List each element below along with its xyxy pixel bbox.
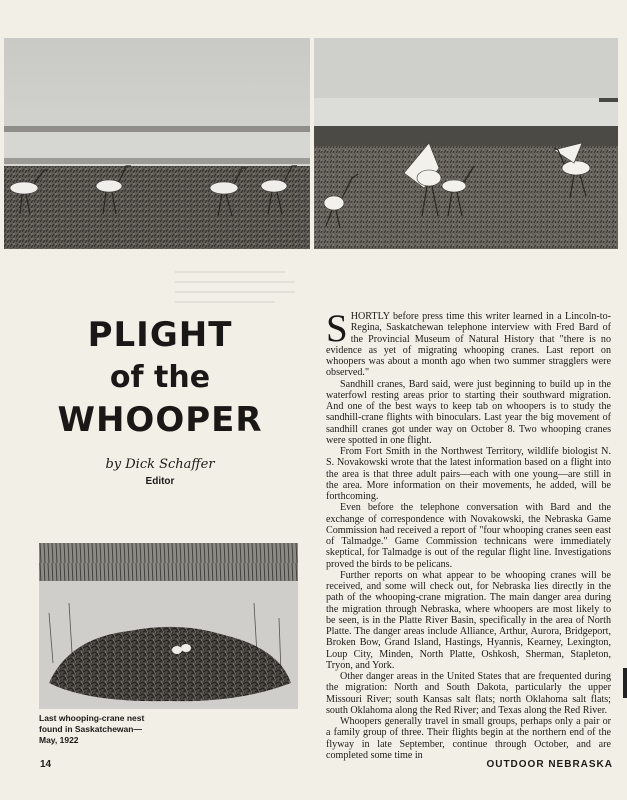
photo-cranes-dancing [314, 38, 618, 249]
page-edge-mark [623, 668, 627, 698]
magazine-name: OUTDOOR NEBRASKA [486, 759, 613, 770]
drop-cap: S [326, 307, 348, 350]
paragraph-1 [326, 307, 611, 379]
author-byline: by Dick Schaffer [105, 457, 215, 472]
bleed-through-table [175, 268, 295, 308]
article-title-line-1: PLIGHT [87, 315, 233, 355]
article-body [326, 307, 611, 761]
article-title-line-3: WHOOPER [57, 400, 263, 440]
paragraph-7: Whoopers generally travel in small groups, perhaps only a pair or a family group of three. Their flights begin at the northern end of the flyway in late September, continue through October, and are completed some time in [326, 716, 611, 761]
author-role: Editor [145, 476, 175, 487]
paragraph-3: From Fort Smith in the Northwest Territory, wildlife biologist N. S. Novakowski wrote that the latest information based on a flight into the area is that three adult pairs—each with one young—are still in the area. More information on their movements, he added, will be forthcoming. [326, 446, 611, 502]
paragraph-2: Sandhill cranes, Bard said, were just beginning to build up in the waterfowl resting areas prior to starting their southward migration. And one of the best ways to keep tab on whoopers is to study the sandhill-crane flights with binoculars. Last year the big movement of sandhill cranes got under way on October 8. Two whooping cranes were spotted in one flight. [326, 378, 611, 446]
paragraph-5: Further reports on what appear to be whooping cranes will be received, and some will check out, for Nebraska lies directly in the path of the whooping-crane migration. The main danger area during the migration through Nebraska, where whoopers are most likely to be seen, is in the Platte River Basin, specifically in the area of North Platte. The danger areas include Alliance, Arthur, Aurora, Bridgeport, Broken Bow, Grand Island, Hastings, Hyannis, Kearney, Lexington, Loup City, Minden, North Platte, Oshkosh, Sherman, Stapleton, Tryon, and York. [326, 569, 611, 671]
photo-cranes-walking [4, 38, 310, 249]
paragraph-4: Even before the telephone conversation with Bard and the exchange of correspondence with Novakowski, the Nebraska Game Commission had received a report of "four whooping cranes seen east of Talmadge." Game Commission technicans were immediately skeptical, for Talmadge is out of the regular flight line. Investigations proved the birds to be pelicans. [326, 502, 611, 570]
paragraph-1-text: HORTLY before press time this writer learned in a Lincoln-to-Regina, Saskatchewan telephone interview with Fred Bard of the Provincial Museum of Natural History that "there is no evidence as yet of migrating whooping cranes. Last report on whoopers was about a month ago when two summer stragglers were observed." [326, 311, 611, 379]
article-title-line-2: of the [109, 360, 211, 395]
photo-caption: Last whooping-crane nest found in Saskatchewan—May, 1922 [39, 713, 145, 745]
paragraph-6: Other danger areas in the United States that are frequented during the migration: North and South Dakota, particularly the upper Missouri River; south Kansas salt flats; north Oklahoma salt flats; south Oklahoma along the Red River; and Texas along the Red River. [326, 671, 611, 716]
page-number: 14 [40, 759, 52, 770]
photo-crane-nest [39, 543, 298, 709]
